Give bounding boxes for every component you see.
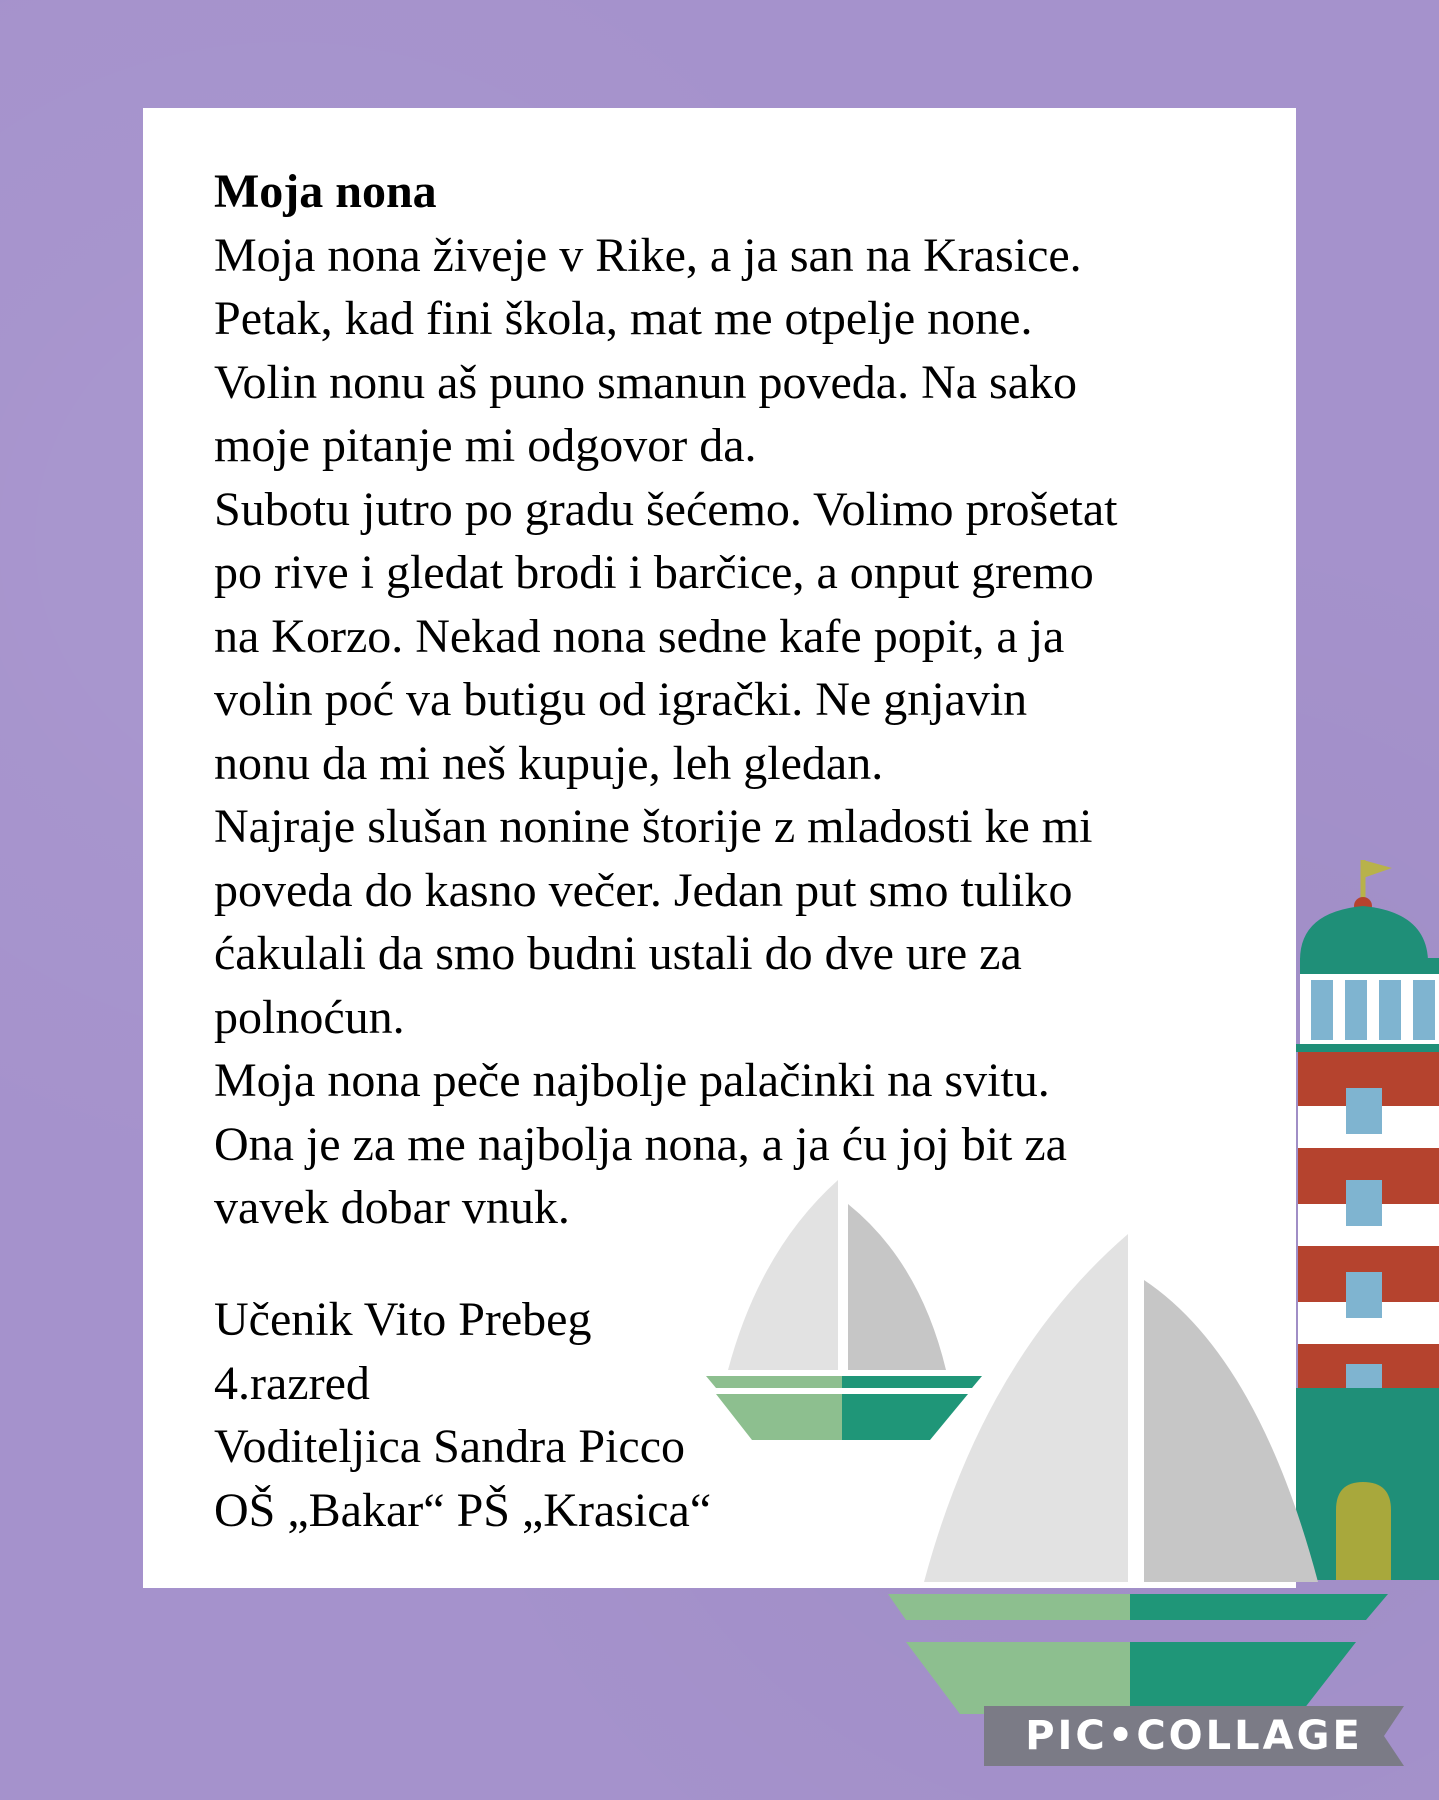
poem-line: volin poć va butigu od igrački. Ne gnjavin (214, 673, 1028, 726)
poem-line: Najraje slušan nonine štorije z mladosti ke mi (214, 800, 1093, 853)
poem-line: Volin nonu aš puno smanun poveda. Na sako (214, 355, 1078, 409)
poem-line: Moja nona živeje v Rike, a ja san na Krasice. (214, 228, 1082, 282)
teacher-name: Voditeljica Sandra Picco (214, 1420, 685, 1473)
lighthouse-icon (1296, 860, 1439, 1580)
pic-collage-watermark (984, 1706, 1404, 1766)
poem-line: poveda do kasno večer. Jedan put smo tuliko (214, 863, 1073, 917)
poem-line: polnoćun. (214, 990, 405, 1044)
poem-line: moje pitanje mi odgovor da. (214, 419, 757, 472)
poem-line: po rive i gledat brodi i barčice, a onput gremo (214, 546, 1094, 599)
poem-title: Moja nona (214, 165, 437, 218)
poem-line: nonu da mi neš kupuje, leh gledan. (214, 736, 884, 790)
poem-line: ćakulali da smo budni ustali do dve ure za (214, 927, 1022, 980)
poem-line: Petak, kad fini škola, mat me otpelje none. (214, 292, 1033, 345)
student-name: Učenik Vito Prebeg (214, 1293, 592, 1346)
poem-line: Ona je za me najbolja nona, a ja ću joj bit za (214, 1117, 1067, 1171)
poem-line: na Korzo. Nekad nona sedne kafe popit, a ja (214, 609, 1065, 663)
sailboat-icon (706, 1180, 982, 1440)
school-name: OŠ „Bakar“ PŠ „Krasica“ (214, 1483, 712, 1537)
watermark-text: PIC•COLLAGE (1025, 1713, 1363, 1759)
grade-label: 4.razred (214, 1356, 370, 1410)
poem-line: vavek dobar vnuk. (214, 1181, 570, 1234)
poem-line: Moja nona peče najbolje palačinki na svitu. (214, 1054, 1050, 1107)
poem-line: Subotu jutro po gradu šećemo. Volimo prošetat (214, 482, 1118, 536)
